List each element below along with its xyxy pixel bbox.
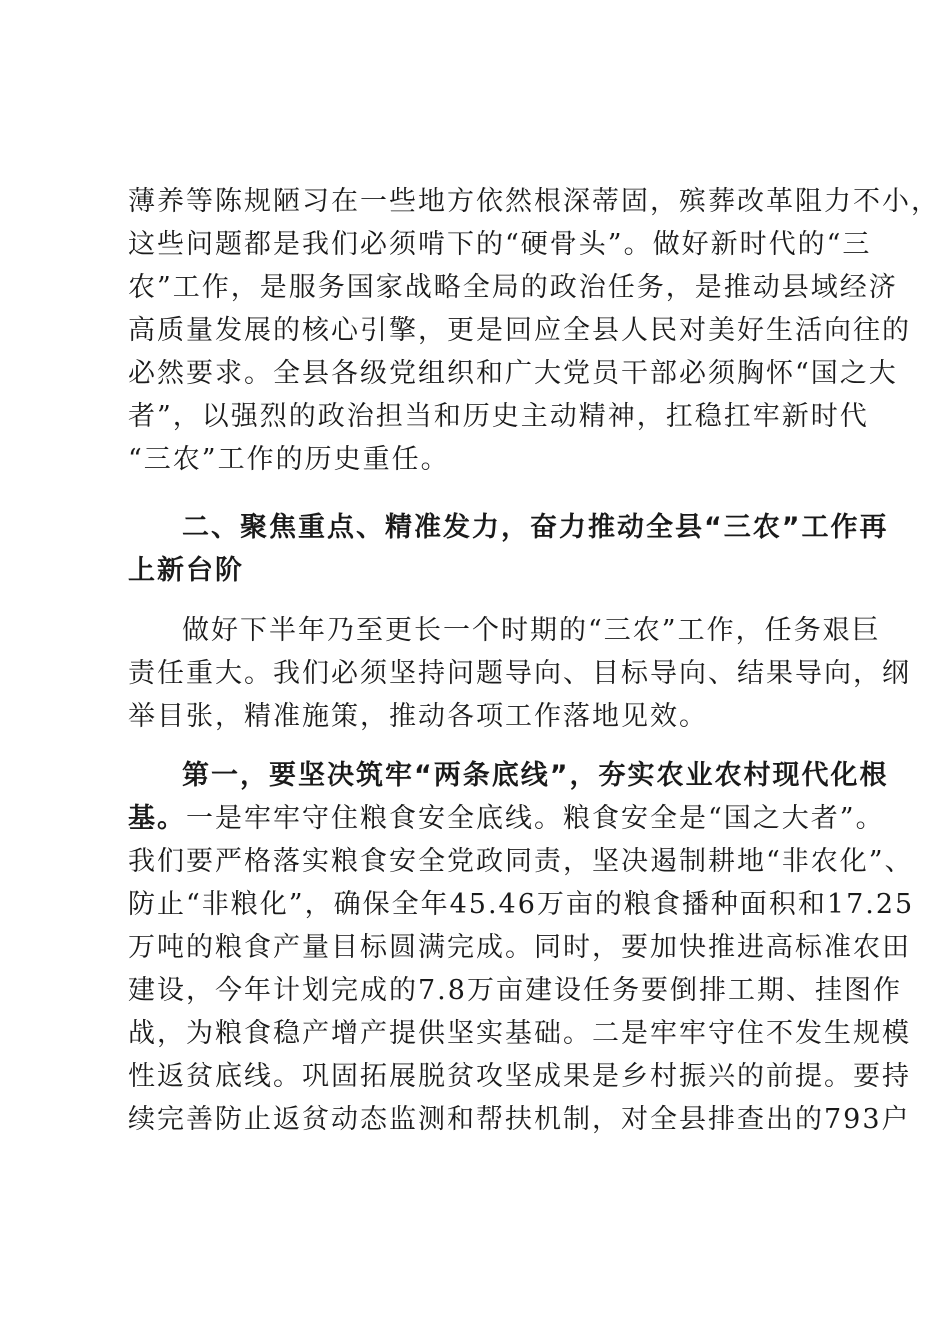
text-line: 必然要求。全县各级党组织和广大党员干部必须胸怀“国之大	[128, 358, 898, 389]
paragraph-3	[128, 754, 915, 1141]
text-line: 责任重大。我们必须坚持问题导向、目标导向、结果导向，纲	[128, 658, 911, 689]
paragraph-1	[128, 180, 940, 481]
text-line: 建设，今年计划完成的7.8万亩建设任务要倒排工期、挂图作	[128, 975, 902, 1006]
text-line: 防止“非粮化”，确保全年45.46万亩的粮食播种面积和17.25	[128, 889, 915, 920]
text-line: 做好下半年乃至更长一个时期的“三农”工作，任务艰巨	[182, 615, 881, 646]
text-line: 续完善防止返贫动态监测和帮扶机制，对全县排查出的793户	[128, 1104, 911, 1135]
heading-line: 上新台阶	[128, 555, 244, 586]
text-line: 我们要严格落实粮食安全党政同责，坚决遏制耕地“非农化”、	[128, 846, 914, 877]
text-line: 农”工作，是服务国家战略全局的政治任务，是推动县域经济	[128, 272, 898, 303]
bold-lead-line: 第一，要坚决筑牢“两条底线”，夯实农业农村现代化根	[182, 760, 889, 791]
text-line-rest: 一是牢牢守住粮食安全底线。粮食安全是“国之大者”。	[186, 803, 885, 834]
paragraph-2	[128, 609, 911, 738]
heading-line: 二、聚焦重点、精准发力，奋力推动全县“三农”工作再	[182, 512, 889, 543]
text-line	[128, 797, 885, 840]
text-line: 薄养等陈规陋习在一些地方依然根深蒂固，殡葬改革阻力不小，	[128, 186, 940, 217]
text-line: 万吨的粮食产量目标圆满完成。同时，要加快推进高标准农田	[128, 932, 911, 963]
text-line: 性返贫底线。巩固拓展脱贫攻坚成果是乡村振兴的前提。要持	[128, 1061, 911, 1092]
text-line: 者”，以强烈的政治担当和历史主动精神，扛稳扛牢新时代	[128, 401, 869, 432]
text-line: “三农”工作的历史重任。	[128, 444, 450, 475]
text-line: 战，为粮食稳产增产提供坚实基础。二是牢牢守住不发生规模	[128, 1018, 911, 1049]
section-heading	[128, 506, 889, 592]
text-line: 举目张，精准施策，推动各项工作落地见效。	[128, 701, 708, 732]
text-line: 这些问题都是我们必须啃下的“硬骨头”。做好新时代的“三	[128, 229, 872, 260]
text-line: 高质量发展的核心引擎，更是回应全县人民对美好生活向往的	[128, 315, 911, 346]
bold-lead-end: 基。	[128, 803, 186, 834]
